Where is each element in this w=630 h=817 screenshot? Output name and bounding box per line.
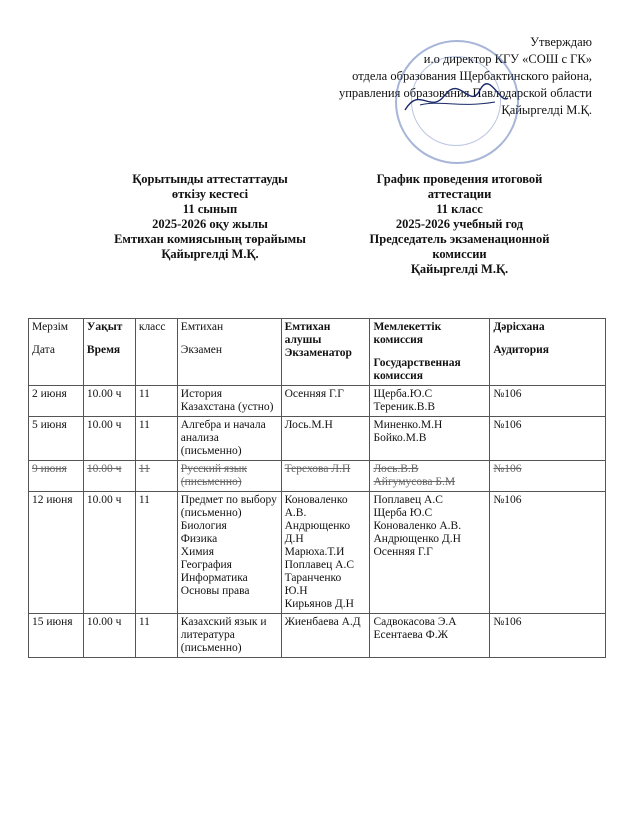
heading-ru-line: Председатель экзаменационной: [369, 232, 550, 246]
table-header-row: [29, 319, 606, 386]
cell-examiner: Коноваленко А.В. Андрющенко Д.Н Марюха.Т.И Поплавец А.С Таранченко Ю.Н Кирьянов Д.Н: [281, 492, 370, 614]
approval-line: и.о директор КГУ «СОШ с ГК»: [423, 52, 592, 66]
cell-time: 10.00 ч: [83, 461, 135, 492]
cell-date: 9 июня: [29, 461, 84, 492]
heading-ru-line: комиссии: [432, 247, 487, 261]
cell-class: 11: [135, 492, 177, 614]
cell-room: №106: [490, 386, 606, 417]
heading-kz-line: Емтихан комиясының төрайымы: [114, 232, 306, 246]
heading-ru-line: аттестации: [427, 187, 492, 201]
cell-exam: Казахский язык и литература (письменно): [177, 614, 281, 658]
cell-class: 11: [135, 461, 177, 492]
header-time: Уақыт Время: [83, 319, 135, 386]
cell-exam: Предмет по выбору (письменно) Биология Физика Химия География Информатика Основы права: [177, 492, 281, 614]
cell-commission: Щерба.Ю.С Тереник.В.В: [370, 386, 490, 417]
heading-ru-line: Қайыргелді М.Қ.: [410, 262, 509, 276]
exam-schedule-table: [28, 318, 606, 658]
cell-class: 11: [135, 614, 177, 658]
cell-examiner: Осенняя Г.Г: [281, 386, 370, 417]
cell-examiner: Лось.М.Н: [281, 417, 370, 461]
cell-date: 12 июня: [29, 492, 84, 614]
cell-exam: Алгебра и начала анализа (письменно): [177, 417, 281, 461]
approval-line: Қайыргелді М.Қ.: [501, 103, 592, 117]
cell-room: №106: [490, 492, 606, 614]
table-row: [29, 461, 606, 492]
cell-examiner: Жиенбаева А.Д: [281, 614, 370, 658]
header-exam: Емтихан Экзамен: [177, 319, 281, 386]
cell-date: 2 июня: [29, 386, 84, 417]
header-class: класс: [135, 319, 177, 386]
approval-line: управления образования Павлодарской области: [338, 86, 592, 100]
heading-kz-line: 11 сынып: [182, 202, 238, 216]
cell-room: №106: [490, 614, 606, 658]
heading-ru: [352, 172, 567, 277]
signature: [400, 80, 510, 120]
approval-line: Утверждаю: [530, 35, 592, 49]
cell-time: 10.00 ч: [83, 614, 135, 658]
cell-examiner: Терехова Л.П: [281, 461, 370, 492]
cell-class: 11: [135, 386, 177, 417]
heading-kz-line: өткізу кестесі: [171, 187, 249, 201]
table-row: [29, 386, 606, 417]
header-examiner: Емтихан алушы Экзаменатор: [281, 319, 370, 386]
heading-kz-line: Қорытынды аттестаттауды: [132, 172, 288, 186]
cell-exam: История Казахстана (устно): [177, 386, 281, 417]
heading-kz-line: 2025-2026 оқу жылы: [152, 217, 268, 231]
cell-date: 15 июня: [29, 614, 84, 658]
cell-date: 5 июня: [29, 417, 84, 461]
heading-ru-line: 2025-2026 учебный год: [395, 217, 524, 231]
heading-kz: [90, 172, 330, 262]
cell-commission: Поплавец А.С Щерба Ю.С Коноваленко А.В. Андрющенко Д.Н Осенняя Г.Г: [370, 492, 490, 614]
table-row: [29, 492, 606, 614]
cell-commission: Лось.В.В Айгумусова Б.М: [370, 461, 490, 492]
cell-class: 11: [135, 417, 177, 461]
header-room: Дәрісхана Аудитория: [490, 319, 606, 386]
heading-kz-line: Қайыргелді М.Қ.: [161, 247, 259, 261]
cell-time: 10.00 ч: [83, 417, 135, 461]
cell-commission: Садвокасова Э.А Есентаева Ф.Ж: [370, 614, 490, 658]
cell-room: №106: [490, 461, 606, 492]
cell-time: 10.00 ч: [83, 492, 135, 614]
heading-ru-line: 11 класс: [436, 202, 483, 216]
header-date: Мерзім Дата: [29, 319, 84, 386]
cell-time: 10.00 ч: [83, 386, 135, 417]
cell-commission: Миненко.М.Н Бойко.М.В: [370, 417, 490, 461]
table-row: [29, 417, 606, 461]
header-commission: Мемлекеттік комиссия Государственная комиссия: [370, 319, 490, 386]
heading-ru-line: График проведения итоговой: [376, 172, 543, 186]
cell-room: №106: [490, 417, 606, 461]
approval-line: отдела образования Щербактинского района,: [352, 69, 592, 83]
cell-exam: Русский язык (письменно): [177, 461, 281, 492]
table-row: [29, 614, 606, 658]
